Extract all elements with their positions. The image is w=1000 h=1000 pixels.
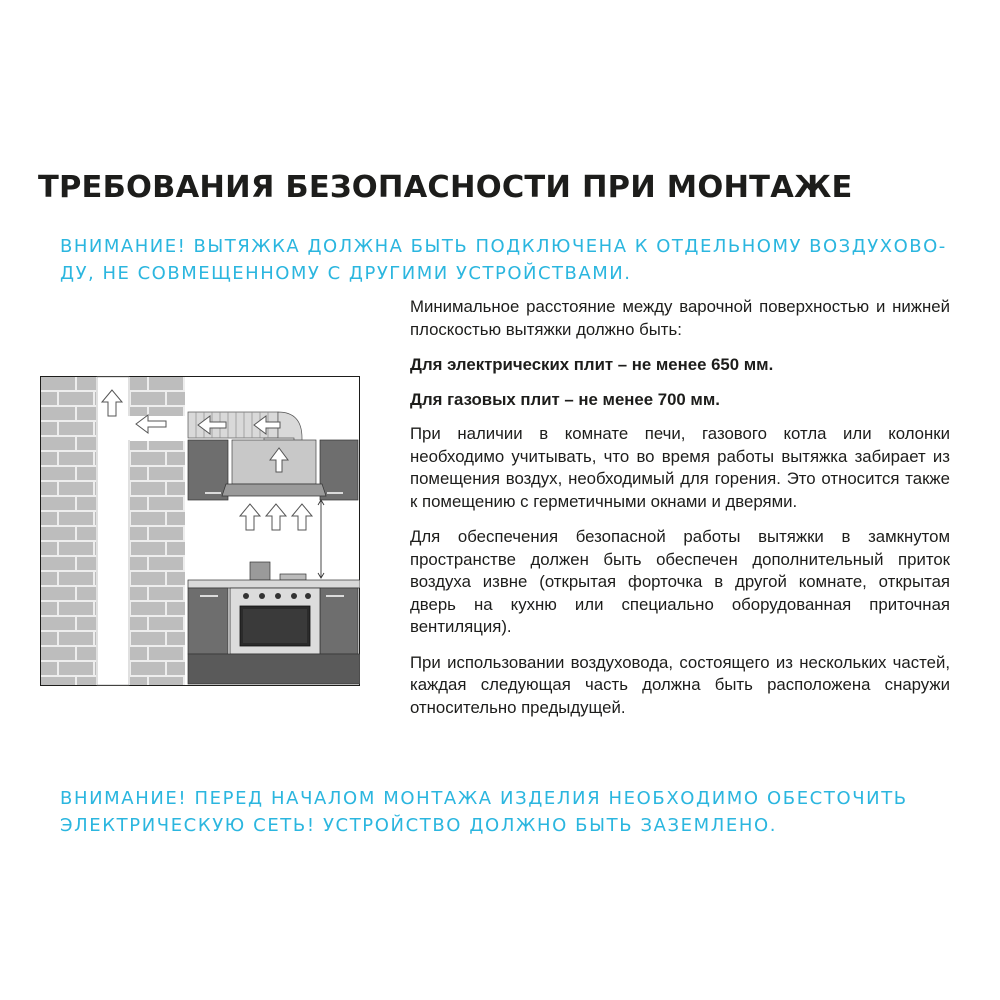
lower-cabinet-left — [188, 588, 228, 654]
range-hood-base — [222, 484, 326, 496]
brick-wall-right — [130, 441, 185, 685]
cooking-pot — [250, 562, 270, 580]
brick-wall-left — [41, 377, 96, 685]
upper-cabinet-right — [320, 440, 358, 500]
warning-duct-line-1: ВНИМАНИЕ! ВЫТЯЖКА ДОЛЖНА БЫТЬ ПОДКЛЮЧЕНА К ОТДЕЛЬНОМУ ВОЗДУХОВО- — [60, 236, 947, 257]
wall-duct-opening — [128, 416, 188, 440]
paragraph-combustion-air: При наличии в комнате печи, газового котла или колонки необходимо учитывать, что во время работы вытяжка забирает из помещения воздух, необходимый для горения. Это относится также к помещению с герметичными окнами и дверями. — [410, 424, 950, 511]
upper-cabinet-left — [188, 440, 228, 500]
warning-power-line-1: ВНИМАНИЕ! ПЕРЕД НАЧАЛОМ МОНТАЖА ИЗДЕЛИЯ НЕОБХОДИМО ОБЕСТОЧИТЬ — [60, 788, 908, 809]
page-title: ТРЕБОВАНИЯ БЕЗОПАСНОСТИ ПРИ МОНТАЖЕ — [38, 170, 853, 205]
countertop — [188, 580, 360, 588]
kitchen-diagram — [40, 376, 360, 686]
paragraph-duct-parts: При использовании воздуховода, состоящего из нескольких частей, каждая следующая часть должна быть расположена снаружи относительно предыдущей. — [410, 652, 950, 717]
lower-cabinet-right — [320, 588, 358, 654]
range-hood — [232, 440, 316, 484]
frying-pan — [280, 574, 306, 580]
paragraph-gas-stoves: Для газовых плит – не менее 700 мм. — [410, 389, 720, 409]
kitchen-plinth — [188, 654, 360, 684]
kitchen-installation-illustration — [40, 376, 360, 686]
instructions-text — [410, 296, 950, 732]
oven — [230, 588, 320, 654]
paragraph-min-distance: Минимальное расстояние между варочной поверхностью и нижней плоскостью вытяжки должно быть: — [410, 297, 950, 339]
ventilation-shaft — [97, 377, 129, 685]
warning-power — [60, 785, 960, 839]
warning-duct — [60, 233, 960, 287]
paragraph-air-supply: Для обеспечения безопасной работы вытяжки в замкнутом пространстве должен быть обеспечен дополнительный приток воздуха извне (открытая форточка в другой комнате, открытая дверь на кухню или специально оборудованная приточная вентиляция). — [410, 527, 950, 636]
warning-power-line-2: ЭЛЕКТРИЧЕСКУЮ СЕТЬ! УСТРОЙСТВО ДОЛЖНО БЫТЬ ЗАЗЕМЛЕНО. — [60, 815, 778, 836]
paragraph-electric-stoves: Для электрических плит – не менее 650 мм. — [410, 355, 774, 374]
warning-duct-line-2: ДУ, НЕ СОВМЕЩЕННОМУ С ДРУГИМИ УСТРОЙСТВАМИ. — [60, 263, 632, 284]
